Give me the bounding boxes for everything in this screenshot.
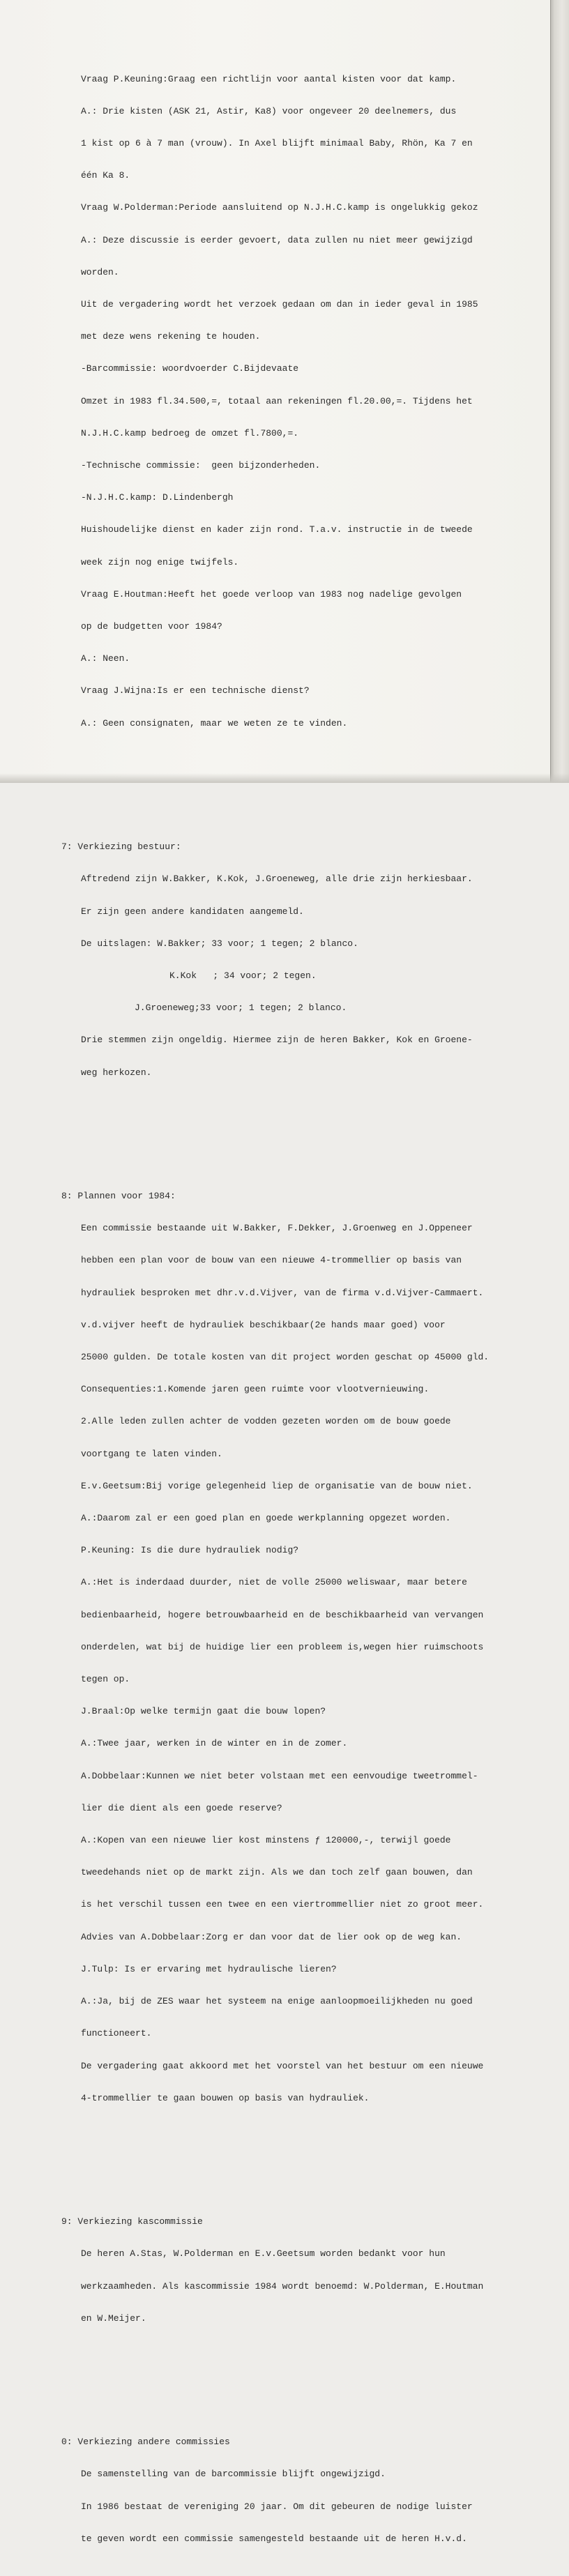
text-line: Een commissie bestaande uit W.Bakker, F.Dekker, J.Groenweg en J.Oppeneer <box>81 1223 473 1234</box>
text-line: functioneert. <box>81 2028 152 2039</box>
text-line: Omzet in 1983 fl.34.500,=, totaal aan rekeningen fl.20.00,=. Tijdens het <box>81 395 473 406</box>
text-line: 25000 gulden. De totale kosten van dit project worden geschat op 45000 gld. <box>81 1352 490 1363</box>
text-line: Advies van A.Dobbelaar:Zorg er dan voor dat de lier ook op de weg kan. <box>81 1931 462 1942</box>
text-line: Drie stemmen zijn ongeldig. Hiermee zijn de heren Bakker, Kok en Groene- <box>81 1035 473 1046</box>
section-7-verkiezing-bestuur <box>61 820 522 1099</box>
text-line: hydrauliek besproken met dhr.v.d.Vijver, van de firma v.d.Vijver-Cammaert. <box>81 1287 484 1298</box>
text-line: bedienbaarheid, hogere betrouwbaarheid en de beschikbaarheid van vervangen <box>81 1609 484 1620</box>
text-line: Er zijn geen andere kandidaten aangemeld. <box>81 906 304 917</box>
section-heading: 9: Verkiezing kascommissie <box>61 2216 203 2227</box>
text-line: De samenstelling van de barcommissie blijft ongewijzigd. <box>81 2469 386 2480</box>
text-line: voortgang te laten vinden. <box>81 1448 222 1459</box>
text-line: worden. <box>81 266 119 277</box>
text-line: De uitslagen: W.Bakker; 33 voor; 1 tegen; 2 blanco. <box>81 938 358 949</box>
text-line: J.Tulp: Is er ervaring met hydraulische lieren? <box>81 1963 337 1974</box>
text-line: A.:Twee jaar, werken in de winter en in de zomer. <box>81 1738 348 1749</box>
text-line: A.:Ja, bij de ZES waar het systeem na enige aanloopmoeilijkheden nu goed <box>81 1996 473 2007</box>
text-line: A.:Daarom zal er een goed plan en goede werkplanning opgezet worden. <box>81 1513 451 1524</box>
section-heading: 0: Verkiezing andere commissies <box>61 2437 230 2448</box>
text-line: A.:Kopen van een nieuwe lier kost minstens ƒ 120000,-, terwijl goede <box>81 1835 451 1846</box>
section-heading: 8: Plannen voor 1984: <box>61 1191 176 1202</box>
text-line: Consequenties:1.Komende jaren geen ruimte voor vlootvernieuwing. <box>81 1384 430 1395</box>
section-heading: 7: Verkiezing bestuur: <box>61 841 181 853</box>
text-line: J.Braal:Op welke termijn gaat die bouw lopen? <box>81 1706 326 1717</box>
section-8-plannen <box>61 1169 522 2125</box>
page-edge-line <box>550 0 551 783</box>
text-line: Vraag E.Houtman:Heeft het goede verloop van 1983 nog nadelige gevolgen <box>81 588 462 600</box>
text-line: één Ka 8. <box>81 170 130 181</box>
vote-result: K.Kok ; 34 voor; 2 tegen. <box>169 970 317 981</box>
text-line: is het verschil tussen een twee en een viertrommellier niet zo groot meer. <box>81 1899 484 1910</box>
text-line: N.J.H.C.kamp bedroeg de omzet fl.7800,=. <box>81 427 299 439</box>
text-line: A.:Het is inderdaad duurder, niet de volle 25000 weliswaar, maar betere <box>81 1577 467 1588</box>
text-line: In 1986 bestaat de vereniging 20 jaar. Om dit gebeuren de nodige luister <box>81 2501 473 2512</box>
text-line: Huishoudelijke dienst en kader zijn rond. T.a.v. instructie in de tweede <box>81 524 473 535</box>
text-line: weg herkozen. <box>81 1067 152 1078</box>
text-line: lier die dient als een goede reserve? <box>81 1802 282 1813</box>
text-line: De heren A.Stas, W.Polderman en E.v.Geetsum worden bedankt voor hun <box>81 2248 446 2259</box>
text-line: onderdelen, wat bij de huidige lier een probleem is,wegen hier ruimschoots <box>81 1641 484 1652</box>
text-line: P.Keuning: Is die dure hydrauliek nodig? <box>81 1545 299 1556</box>
text-line: te geven wordt een commissie samengesteld bestaande uit de heren H.v.d. <box>81 2533 467 2544</box>
text-line: Vraag W.Polderman:Periode aansluitend op N.J.H.C.kamp is ongelukkig gekoz <box>81 202 478 213</box>
text-line: Vraag P.Keuning:Graag een richtlijn voor aantal kisten voor dat kamp. <box>81 73 457 84</box>
page-edge <box>551 0 569 783</box>
text-line: tweedehands niet op de markt zijn. Als we dan toch zelf gaan bouwen, dan <box>81 1867 473 1878</box>
text-line: met deze wens rekening te houden. <box>81 331 261 342</box>
text-line: A.: Drie kisten (ASK 21, Astir, Ka8) voor ongeveer 20 deelnemers, dus <box>81 105 457 116</box>
text-line: -Barcommissie: woordvoerder C.Bijdevaate <box>81 363 299 374</box>
text-line: -N.J.H.C.kamp: D.Lindenbergh <box>81 492 234 503</box>
text-line: hebben een plan voor de bouw van een nieuwe 4-trommellier op basis van <box>81 1255 462 1266</box>
text-line: 1 kist op 6 à 7 man (vrouw). In Axel blijft minimaal Baby, Rhön, Ka 7 en <box>81 138 473 149</box>
text-line: A.Dobbelaar:Kunnen we niet beter volstaan met een eenvoudige tweetrommel- <box>81 1770 478 1781</box>
text-line: Aftredend zijn W.Bakker, K.Kok, J.Groeneweg, alle drie zijn herkiesbaar. <box>81 874 473 885</box>
text-line: werkzaamheden. Als kascommissie 1984 wordt benoemd: W.Polderman, E.Houtman <box>81 2280 484 2292</box>
text-line: tegen op. <box>81 1674 130 1685</box>
text-line: op de budgetten voor 1984? <box>81 621 222 632</box>
section-10-andere-commissies <box>61 2415 522 2566</box>
text-line: 2.Alle leden zullen achter de vodden gezeten worden om de bouw goede <box>81 1416 451 1427</box>
typed-minutes <box>61 31 522 2576</box>
text-line: De vergadering gaat akkoord met het voorstel van het bestuur om een nieuwe <box>81 2060 484 2071</box>
vote-result: J.Groeneweg;33 voor; 1 tegen; 2 blanco. <box>135 1003 347 1014</box>
text-line: en W.Meijer. <box>81 2312 146 2324</box>
text-line: A.: Neen. <box>81 653 130 664</box>
text-line: week zijn nog enige twijfels. <box>81 556 239 567</box>
text-line: A.: Deze discussie is eerder gevoert, data zullen nu niet meer gewijzigd <box>81 234 473 245</box>
text-line: A.: Geen consignaten, maar we weten ze te vinden. <box>81 717 348 729</box>
text-line: E.v.Geetsum:Bij vorige gelegenheid liep de organisatie van de bouw niet. <box>81 1480 473 1491</box>
text-line: Uit de vergadering wordt het verzoek gedaan om dan in ieder geval in 1985 <box>81 299 478 310</box>
text-line: v.d.vijver heeft de hydrauliek beschikbaar(2e hands maar goed) voor <box>81 1319 446 1330</box>
text-line: 4-trommellier te gaan bouwen op basis van hydrauliek. <box>81 2092 370 2103</box>
section-9-kascommissie <box>61 2195 522 2345</box>
text-line: -Technische commissie: geen bijzonderheden. <box>81 460 321 471</box>
text-line: Vraag J.Wijna:Is er een technische dienst? <box>81 685 310 696</box>
block-1 <box>61 52 522 750</box>
